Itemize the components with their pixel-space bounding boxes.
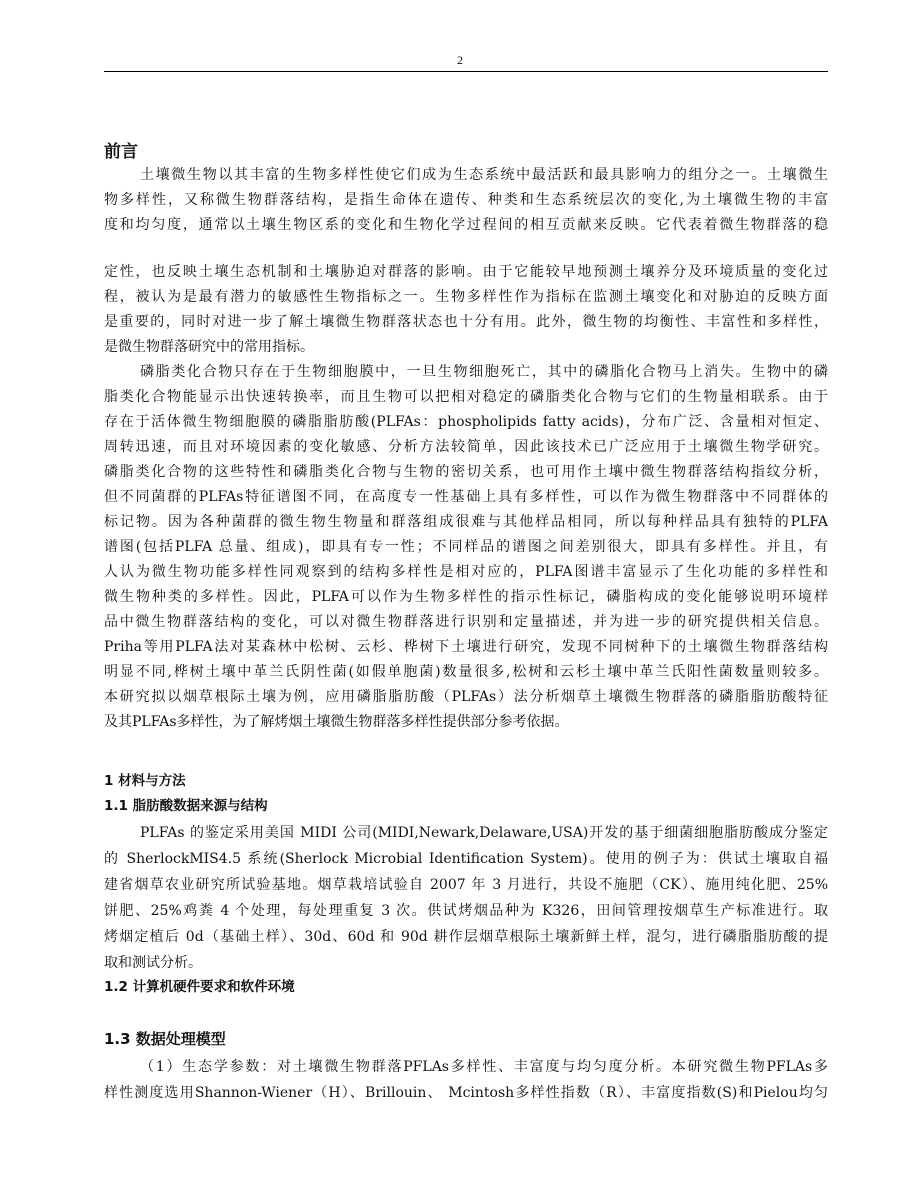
preface-p2-line: 品中微生物群落结构的变化，可以对微生物群落进行识别和定量描述，并为进一步的研究提供相关信息。 bbox=[104, 614, 828, 630]
preface-p1-line: 定性，也反映土壤生态机制和土壤胁迫对群落的影响。由于它能较早地预测土壤养分及环境质量的变化过 bbox=[104, 264, 828, 280]
preface-p1-line: 物多样性，又称微生物群落结构，是指生命体在遗传、种类和生态系统层次的变化,为土壤微生物的丰富 bbox=[104, 192, 828, 208]
preface-p2-line: 及其PLFAs多样性，为了解烤烟土壤微生物群落多样性提供部分参考依据。 bbox=[104, 714, 569, 730]
header-rule bbox=[104, 71, 828, 72]
preface-p1-line: 程，被认为是最有潜力的敏感性生物指标之一。生物多样性作为指标在监测土壤变化和对胁迫的反映方面 bbox=[104, 289, 828, 305]
preface-p2-line: 磷脂类化合物的这些特性和磷脂类化合物与生物的密切关系，也可用作土壤中微生物群落结构指纹分析， bbox=[104, 464, 828, 480]
section-1-heading: 1 材料与方法 bbox=[104, 773, 186, 789]
section-1-1-heading: 1.1 脂肪酸数据来源与结构 bbox=[104, 798, 268, 814]
preface-p2-line: 本研究拟以烟草根际土壤为例，应用磷脂脂肪酸（PLFAs）法分析烟草土壤微生物群落的磷脂脂肪酸特征 bbox=[104, 689, 828, 705]
section-1-3-line: 样性测度选用Shannon-Wiener（H）、Brillouin、 Mcintosh多样性指数（R）、丰富度指数(S)和Pielou均匀 bbox=[104, 1085, 828, 1101]
preface-p2-line: 人认为微生物功能多样性同观察到的结构多样性是相对应的，PLFA图谱丰富显示了生化功能的多样性和 bbox=[104, 564, 828, 580]
preface-p2-line: Priha等用PLFA法对某森林中松树、云杉、桦树下土壤进行研究，发现不同树种下的土壤微生物群落结构 bbox=[104, 639, 828, 655]
preface-p2-line: 但不同菌群的PLFAs特征谱图不同，在高度专一性基础上具有多样性，可以作为微生物群落中不同群体的 bbox=[104, 489, 828, 505]
preface-p2-line: 标记物。因为各种菌群的微生物生物量和群落组成很难与其他样品相同，所以每种样品具有独特的PLFA bbox=[104, 514, 828, 530]
preface-p1-line: 是微生物群落研究中的常用指标。 bbox=[104, 339, 314, 355]
preface-p2-line: 存在于活体微生物细胞膜的磷脂脂肪酸(PLFAs：phospholipids fatty acids)，分布广泛、含量相对恒定、 bbox=[104, 414, 828, 430]
preface-p1-line: 土壤微生物以其丰富的生物多样性使它们成为生态系统中最活跃和最具影响力的组分之一。土壤微生 bbox=[140, 167, 828, 183]
preface-p2-line: 周转迅速，而且对环境因素的变化敏感、分析方法较简单，因此该技术已广泛应用于土壤微生物学研究。 bbox=[104, 439, 828, 455]
section-1-1-line: 的 SherlockMIS4.5 系统(Sherlock Microbial Identification System)。使用的例子为：供试土壤取自福 bbox=[104, 851, 828, 867]
preface-p2-line: 微生物种类的多样性。因此，PLFA可以作为生物多样性的指示性标记，磷脂构成的变化能够说明环境样 bbox=[104, 589, 828, 605]
preface-p1-line: 是重要的，同时对进一步了解土壤微生物群落状态也十分有用。此外，微生物的均衡性、丰富性和多样性， bbox=[104, 314, 828, 330]
section-1-1-line: 烤烟定植后 0d（基础土样）、30d、60d 和 90d 耕作层烟草根际土壤新鲜土样，混匀，进行磷脂脂肪酸的提 bbox=[104, 929, 828, 945]
preface-heading: 前言 bbox=[104, 142, 138, 162]
section-1-3-heading: 1.3 数据处理模型 bbox=[104, 1030, 226, 1048]
preface-p2-line: 明显不同,桦树土壤中革兰氏阴性菌(如假单胞菌)数量很多,松树和云杉土壤中革兰氏阳性菌数量则较多。 bbox=[104, 664, 828, 680]
preface-p2-line: 谱图(包括PLFA 总量、组成)，即具有专一性；不同样品的谱图之间差别很大，即具有多样性。并且，有 bbox=[104, 539, 828, 555]
section-1-1-line: 建省烟草农业研究所试验基地。烟草栽培试验自 2007 年 3 月进行，共设不施肥（CK）、施用纯化肥、25% bbox=[104, 877, 828, 893]
preface-p1-line: 度和均匀度，通常以土壤生物区系的变化和生物化学过程间的相互贡献来反映。它代表着微生物群落的稳 bbox=[104, 217, 828, 233]
preface-p2-line: 脂类化合物能显示出快速转换率，而且生物可以把相对稳定的磷脂类化合物与它们的生物量相联系。由于 bbox=[104, 389, 828, 405]
preface-p2-line: 磷脂类化合物只存在于生物细胞膜中，一旦生物细胞死亡，其中的磷脂化合物马上消失。生物中的磷 bbox=[140, 364, 828, 380]
section-1-2-heading: 1.2 计算机硬件要求和软件环境 bbox=[104, 979, 295, 995]
section-1-3-line: （1）生态学参数：对土壤微生物群落PFLAs多样性、丰富度与均匀度分析。本研究微生物PFLAs多 bbox=[140, 1059, 828, 1075]
section-1-1-line: PLFAs 的鉴定采用美国 MIDI 公司(MIDI,Newark,Delaware,USA)开发的基于细菌细胞脂肪酸成分鉴定 bbox=[140, 825, 828, 841]
section-1-1-line: 取和测试分析。 bbox=[104, 955, 202, 971]
page-number: 2 bbox=[457, 53, 463, 67]
section-1-1-line: 饼肥、25%鸡粪 4 个处理，每处理重复 3 次。供试烤烟品种为 K326，田间管理按烟草生产标准进行。取 bbox=[104, 903, 828, 919]
